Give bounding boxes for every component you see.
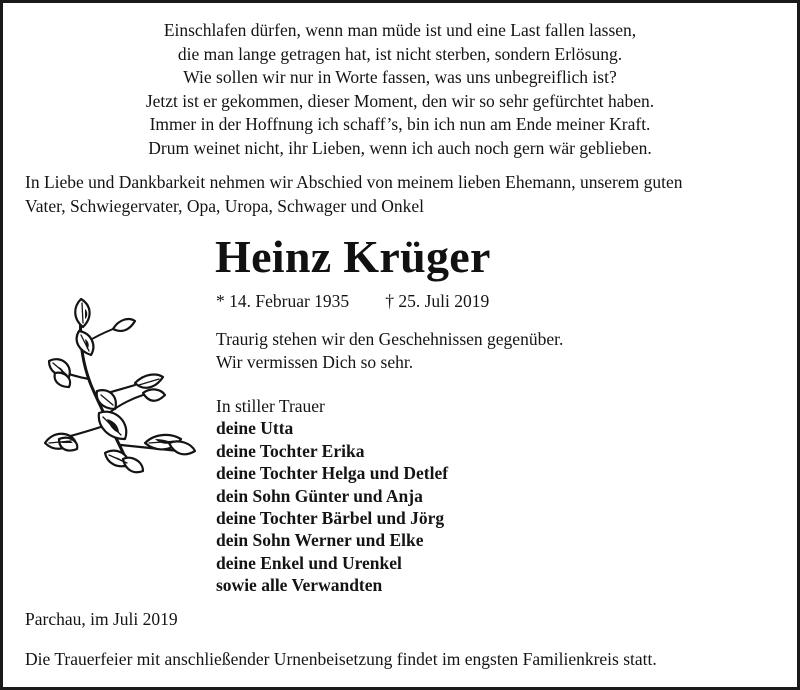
sorrow-line: Wir vermissen Dich so sehr. xyxy=(216,351,414,372)
mourner-name: deine Tochter Erika xyxy=(216,440,365,461)
intro-line: In Liebe und Dankbarkeit nehmen wir Abschied von meinem lieben Ehemann, unserem guten xyxy=(25,172,683,192)
deceased-name: Heinz Krüger xyxy=(215,231,491,282)
mourner-name: dein Sohn Werner und Elke xyxy=(216,530,424,551)
intro-line: Vater, Schwiegervater, Opa, Uropa, Schwager und Onkel xyxy=(25,195,425,216)
poem-line: Immer in der Hoffnung ich schaff’s, bin ich nun am Ende meiner Kraft. xyxy=(149,114,651,135)
mourners-heading: In stiller Trauer xyxy=(216,396,325,416)
death-date: † 25. Juli 2019 xyxy=(385,291,490,311)
mourner-name: deine Enkel und Urenkel xyxy=(216,552,402,573)
mourner-name: dein Sohn Günter und Anja xyxy=(216,485,423,506)
mourner-name: deine Utta xyxy=(216,418,294,439)
poem-line: Wie sollen wir nur in Worte fassen, was uns unbegreiflich ist? xyxy=(183,67,617,88)
place-date: Parchau, im Juli 2019 xyxy=(25,609,178,629)
life-dates xyxy=(216,290,489,312)
poem-line: die man lange getragen hat, ist nicht sterben, sondern Erlösung. xyxy=(177,43,623,64)
mourners-list xyxy=(216,395,448,597)
ceremony-note: Die Trauerfeier mit anschließender Urnenbeisetzung findet im engsten Familienkreis statt. xyxy=(25,649,657,669)
sorrow-line: Traurig stehen wir den Geschehnissen gegenüber. xyxy=(216,329,564,349)
poem-line: Einschlafen dürfen, wenn man müde ist und eine Last fallen lassen, xyxy=(163,20,637,40)
mourner-name: sowie alle Verwandten xyxy=(216,575,383,596)
leaf-branch-icon xyxy=(39,293,199,485)
mourner-name: deine Tochter Bärbel und Jörg xyxy=(216,508,445,529)
poem-line: Jetzt ist er gekommen, dieser Moment, den wir so sehr gefürchtet haben. xyxy=(145,90,655,111)
poem xyxy=(3,19,797,161)
poem-line: Drum weinet nicht, ihr Lieben, wenn ich auch noch gern wär geblieben. xyxy=(148,137,652,158)
birth-date: * 14. Februar 1935 xyxy=(216,291,350,311)
mourner-name: deine Tochter Helga und Detlef xyxy=(216,463,449,484)
farewell-intro xyxy=(25,171,785,218)
sorrow-text xyxy=(216,328,563,373)
